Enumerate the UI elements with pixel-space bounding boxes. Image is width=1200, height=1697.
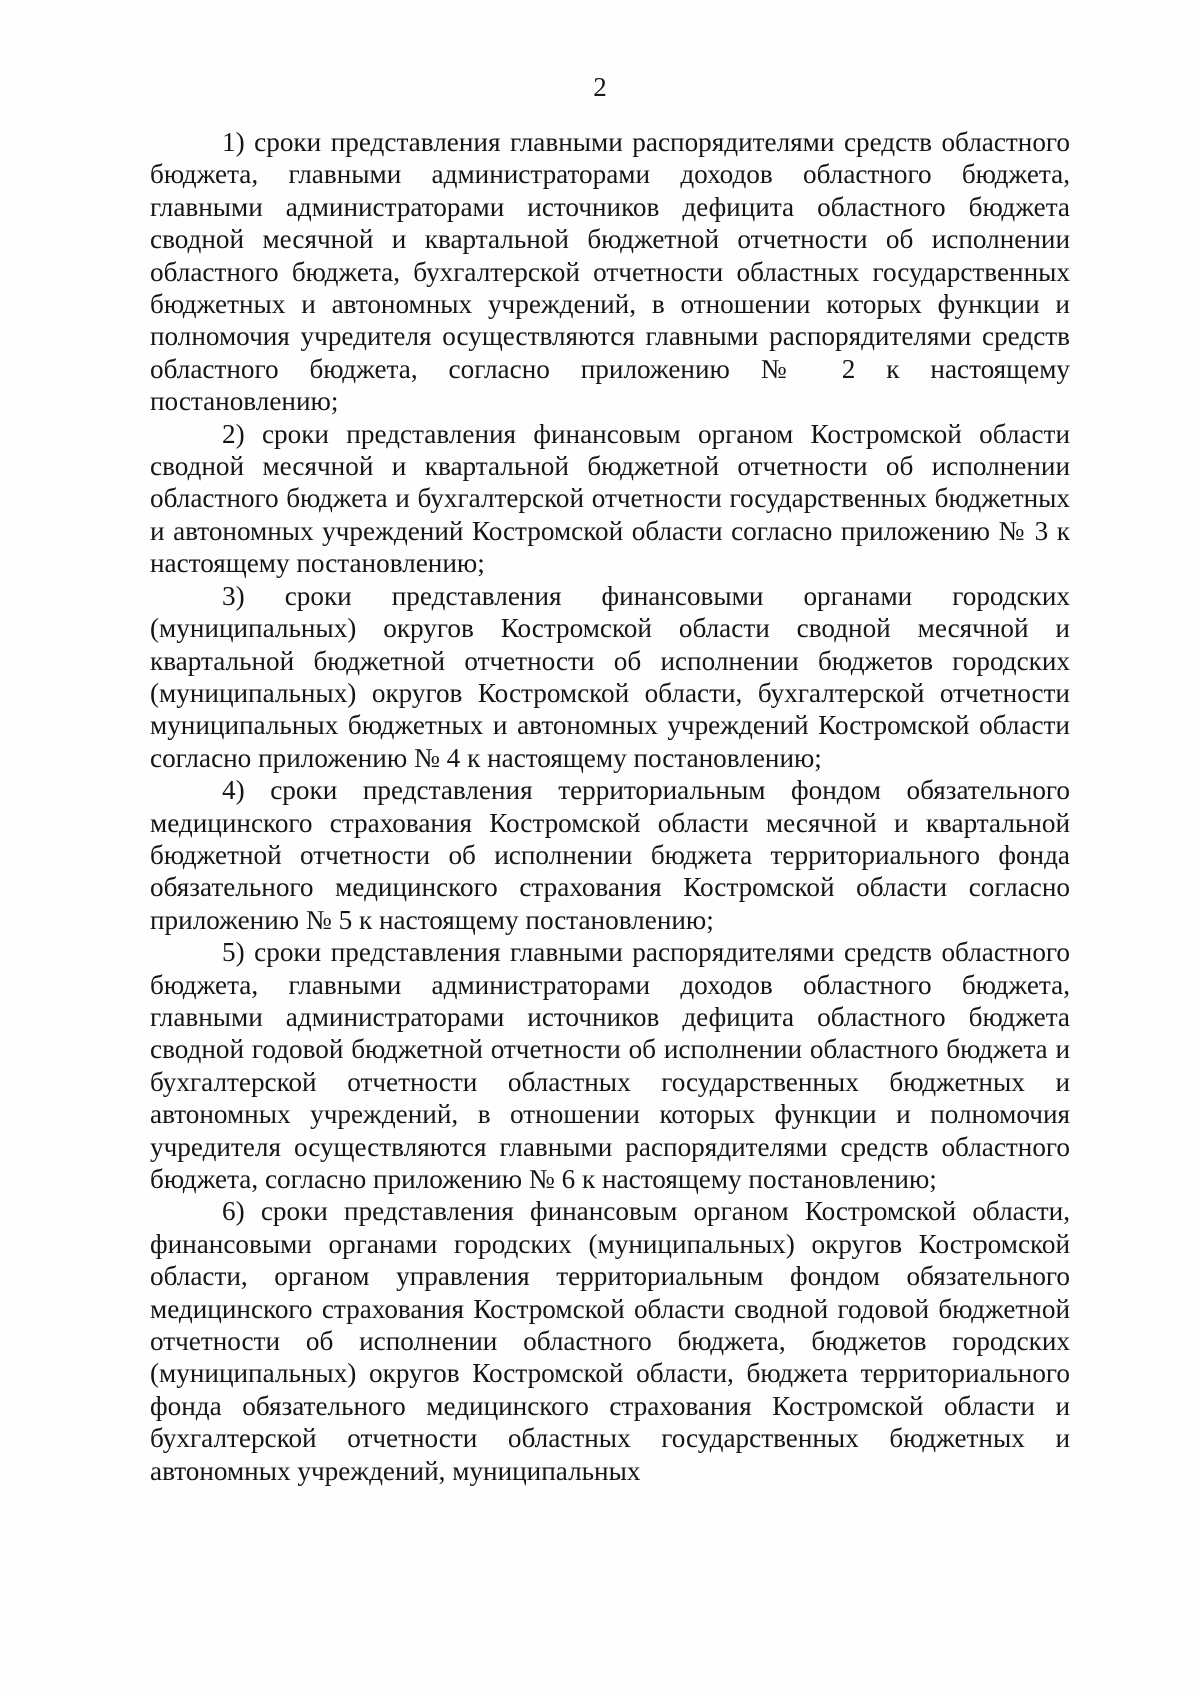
document-body bbox=[150, 126, 1070, 1487]
list-item-2: 2) сроки представления финансовым органом Костромской области сводной месячной и квартальной бюджетной отчетности об исполнении областного бюджета и бухгалтерской отчетности государственных бюджетных и автономных учреждений Костромской области согласно приложению № 3 к настоящему постановлению; bbox=[150, 418, 1070, 579]
list-item-5: 5) сроки представления главными распорядителями средств областного бюджета, главными администраторами доходов областного бюджета, главными администраторами источников дефицита областного бюджета сводной годовой бюджетной отчетности об исполнении областного бюджета и бухгалтерской отчетности областных государственных бюджетных и автономных учреждений, в отношении которых функции и полномочия учредителя осуществляются главными распорядителями средств областного бюджета, согласно приложению № 6 к настоящему постановлению; bbox=[150, 937, 1070, 1194]
list-item-4: 4) сроки представления территориальным фондом обязательного медицинского страхования Костромской области месячной и квартальной бюджетной отчетности об исполнении бюджета территориального фонда обязательного медицинского страхования Костромской области согласно приложению № 5 к настоящему постановлению; bbox=[150, 775, 1070, 935]
list-item-6: 6) сроки представления финансовым органом Костромской области, финансовыми органами городских (муниципальных) округов Костромской области, органом управления территориальным фондом обязательного медицинского страхования Костромской области сводной годовой бюджетной отчетности об исполнении областного бюджета, бюджетов городских (муниципальных) округов Костромской области, бюджета территориального фонда обязательного медицинского страхования Костромской области и бухгалтерской отчетности областных государственных бюджетных и автономных учреждений, муниципальных bbox=[150, 1196, 1070, 1486]
page-number: 2 bbox=[593, 72, 607, 102]
list-item-1: 1) сроки представления главными распорядителями средств областного бюджета, главными администраторами доходов областного бюджета, главными администраторами источников дефицита областного бюджета сводной месячной и квартальной бюджетной отчетности об исполнении областного бюджета, бухгалтерской отчетности областных государственных бюджетных и автономных учреждений, в отношении которых функции и полномочия учредителя осуществляются главными распорядителями средств областного бюджета, согласно приложению № 2 к настоящему постановлению; bbox=[150, 127, 1070, 417]
list-item-3: 3) сроки представления финансовыми органами городских (муниципальных) округов Костромской области сводной месячной и квартальной бюджетной отчетности об исполнении бюджетов городских (муниципальных) округов Костромской области, бухгалтерской отчетности муниципальных бюджетных и автономных учреждений Костромской области согласно приложению № 4 к настоящему постановлению; bbox=[150, 580, 1070, 773]
